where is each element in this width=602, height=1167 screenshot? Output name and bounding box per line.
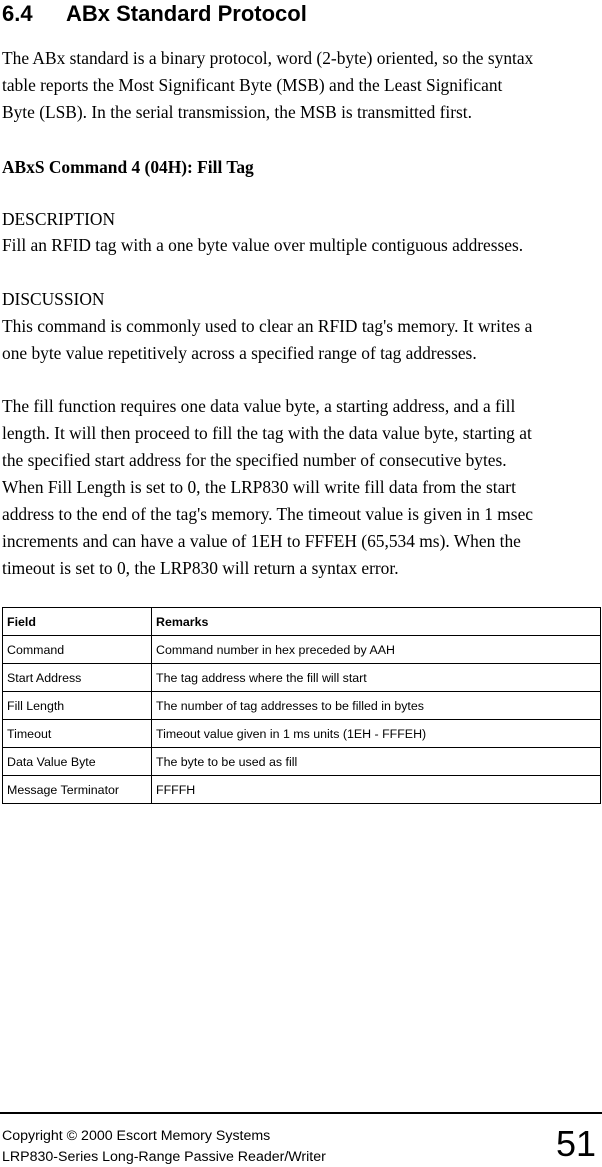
table-header-row (3, 608, 601, 636)
page-number: 51 (555, 1123, 596, 1164)
table-row (3, 748, 601, 776)
discussion-line: When Fill Length is set to 0, the LRP830 will write fill data from the start (2, 477, 516, 497)
field-cell: Data Value Byte (3, 748, 152, 776)
remarks-cell: Command number in hex preceded by AAH (152, 636, 601, 664)
discussion-line: the specified start address for the specified number of consecutive bytes. (2, 450, 507, 470)
table-row (3, 636, 601, 664)
discussion-line: timeout is set to 0, the LRP830 will return a syntax error. (2, 558, 399, 578)
discussion-line: increments and can have a value of 1EH to FFFEH (65,534 ms). When the (2, 531, 521, 551)
discussion-line: The fill function requires one data value byte, a starting address, and a fill (2, 396, 516, 416)
footer-copyright: Copyright © 2000 Escort Memory Systems (2, 1128, 271, 1144)
section-number: 6.4 (2, 1, 33, 26)
description-line: Fill an RFID tag with a one byte value over multiple contiguous addresses. (2, 235, 524, 255)
table-row (3, 664, 601, 692)
footer-product: LRP830-Series Long-Range Passive Reader/Writer (2, 1149, 326, 1165)
discussion-label: DISCUSSION (2, 289, 105, 309)
field-remarks-table (2, 607, 601, 804)
intro-line: The ABx standard is a binary protocol, word (2-byte) oriented, so the syntax (2, 48, 534, 68)
table-row (3, 776, 601, 804)
remarks-cell: The tag address where the fill will start (152, 664, 601, 692)
remarks-cell: The byte to be used as fill (152, 748, 601, 776)
field-cell: Message Terminator (3, 776, 152, 804)
description-label: DESCRIPTION (2, 209, 116, 229)
column-header-field: Field (3, 608, 152, 636)
section-title: ABx Standard Protocol (66, 1, 307, 26)
section-heading (2, 1, 307, 27)
table-row (3, 720, 601, 748)
intro-line: Byte (LSB). In the serial transmission, the MSB is transmitted first. (2, 102, 472, 122)
table-row (3, 692, 601, 720)
field-cell: Command (3, 636, 152, 664)
column-header-remarks: Remarks (152, 608, 601, 636)
discussion-line: This command is commonly used to clear an RFID tag's memory. It writes a (2, 316, 533, 336)
remarks-cell: Timeout value given in 1 ms units (1EH - FFFEH) (152, 720, 601, 748)
command-title: ABxS Command 4 (04H): Fill Tag (2, 157, 254, 177)
field-cell: Start Address (3, 664, 152, 692)
remarks-cell: The number of tag addresses to be filled in bytes (152, 692, 601, 720)
footer-divider (0, 1112, 602, 1114)
field-cell: Fill Length (3, 692, 152, 720)
discussion-line: length. It will then proceed to fill the tag with the data value byte, starting at (2, 423, 532, 443)
remarks-cell: FFFFH (152, 776, 601, 804)
discussion-line: address to the end of the tag's memory. The timeout value is given in 1 msec (2, 504, 534, 524)
intro-line: table reports the Most Significant Byte (MSB) and the Least Significant (2, 75, 503, 95)
discussion-line: one byte value repetitively across a specified range of tag addresses. (2, 343, 477, 363)
field-cell: Timeout (3, 720, 152, 748)
